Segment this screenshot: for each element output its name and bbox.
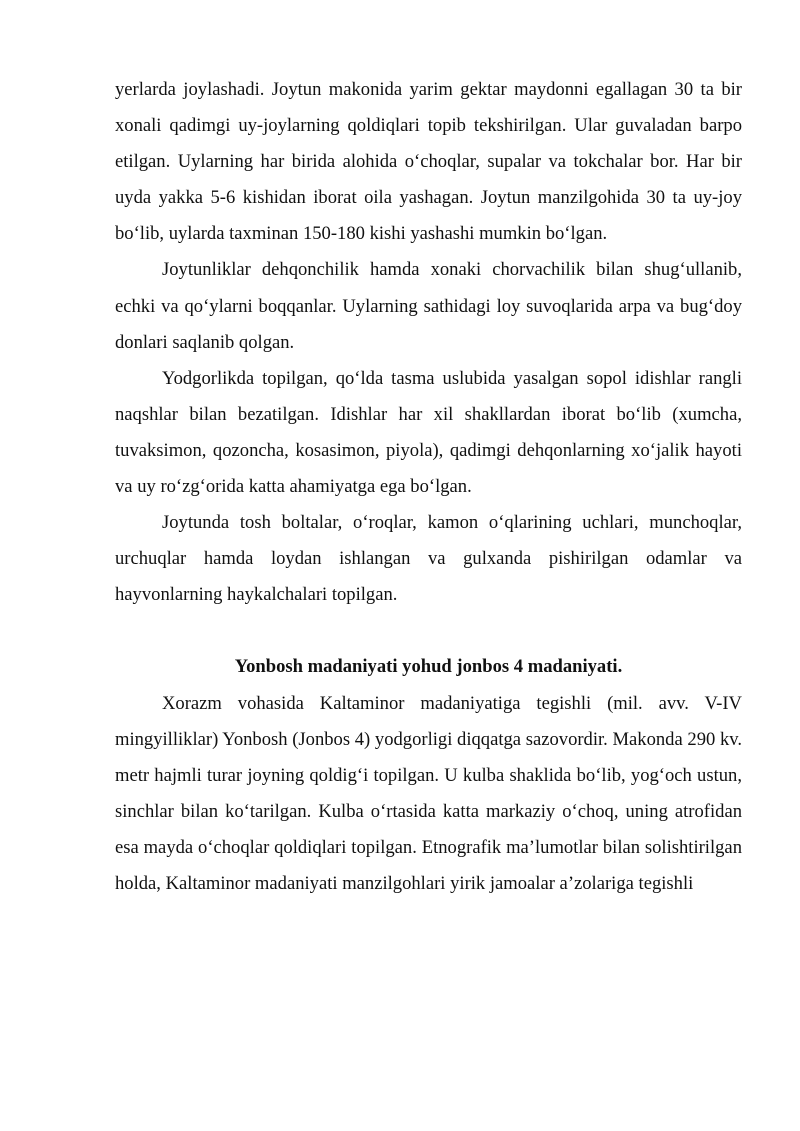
document-page: [115, 72, 742, 902]
paragraph-joytun-tools: Joytunda tosh boltalar, o‘roqlar, kamon o‘qlarining uchlari, munchoqlar, urchuqlar hamda loydan ishlangan va gulxanda pishirilgan odamlar va hayvonlarning haykalchalari topilgan.: [115, 512, 742, 606]
paragraph-joytun-pottery: Yodgorlikda topilgan, qo‘lda tasma uslubida yasalgan sopol idishlar rangli naqshlar bilan bezatilgan. Idishlar har xil shakllardan iborat bo‘lib (xumcha, tuvaksimon, qozoncha, kosasimon, piyola), qadimgi dehqonlarning xo‘jalik hayoti va uy ro‘zg‘orida katta ahamiyatga ega bo‘lgan.: [115, 367, 742, 498]
paragraph-joytun-economy: Joytunliklar dehqonchilik hamda xonaki chorvachilik bilan shug‘ullanib, echki va qo‘ylarni boqqanlar. Uylarning sathidagi loy suvoqlarida arpa va bug‘doy donlari saqlanib qolgan.: [115, 259, 742, 353]
paragraph-yonbosh-culture: Xorazm vohasida Kaltaminor madaniyatiga tegishli (mil. avv. V-IV mingyilliklar) Yonbosh (Jonbos 4) yodgorligi diqqatga sazovordir. Makonda 290 kv. metr hajmli turar joyning qoldig‘i topilgan. U kulba shaklida bo‘lib, yog‘och ustun, sinchlar bilan ko‘tarilgan. Kulba o‘rtasida katta markaziy o‘choq, uning atrofidan esa mayda o‘choqlar qoldiqlari topilgan. Etnografik ma’lumotlar bilan solishtirilgan holda, Kaltaminor madaniyati manzilgohlari yirik jamoalar a’zolariga tegishli: [115, 692, 742, 894]
section-heading: Yonbosh madaniyati yohud jonbos 4 madaniyati.: [234, 656, 623, 678]
paragraph-joytun-houses: yerlarda joylashadi. Joytun makonida yarim gektar maydonni egallagan 30 ta bir xonali qadimgi uy-joylarning qoldiqlari topib tekshirilgan. Ular guvaladan barpo etilgan. Uylarning har birida alohida o‘choqlar, supalar va tokchalar bor. Har bir uyda yakka 5-6 kishidan iborat oila yashagan. Joytun manzilgohida 30 ta uy-joy bo‘lib, uylarda taxminan 150-180 kishi yashashi mumkin bo‘lgan.: [115, 79, 742, 245]
